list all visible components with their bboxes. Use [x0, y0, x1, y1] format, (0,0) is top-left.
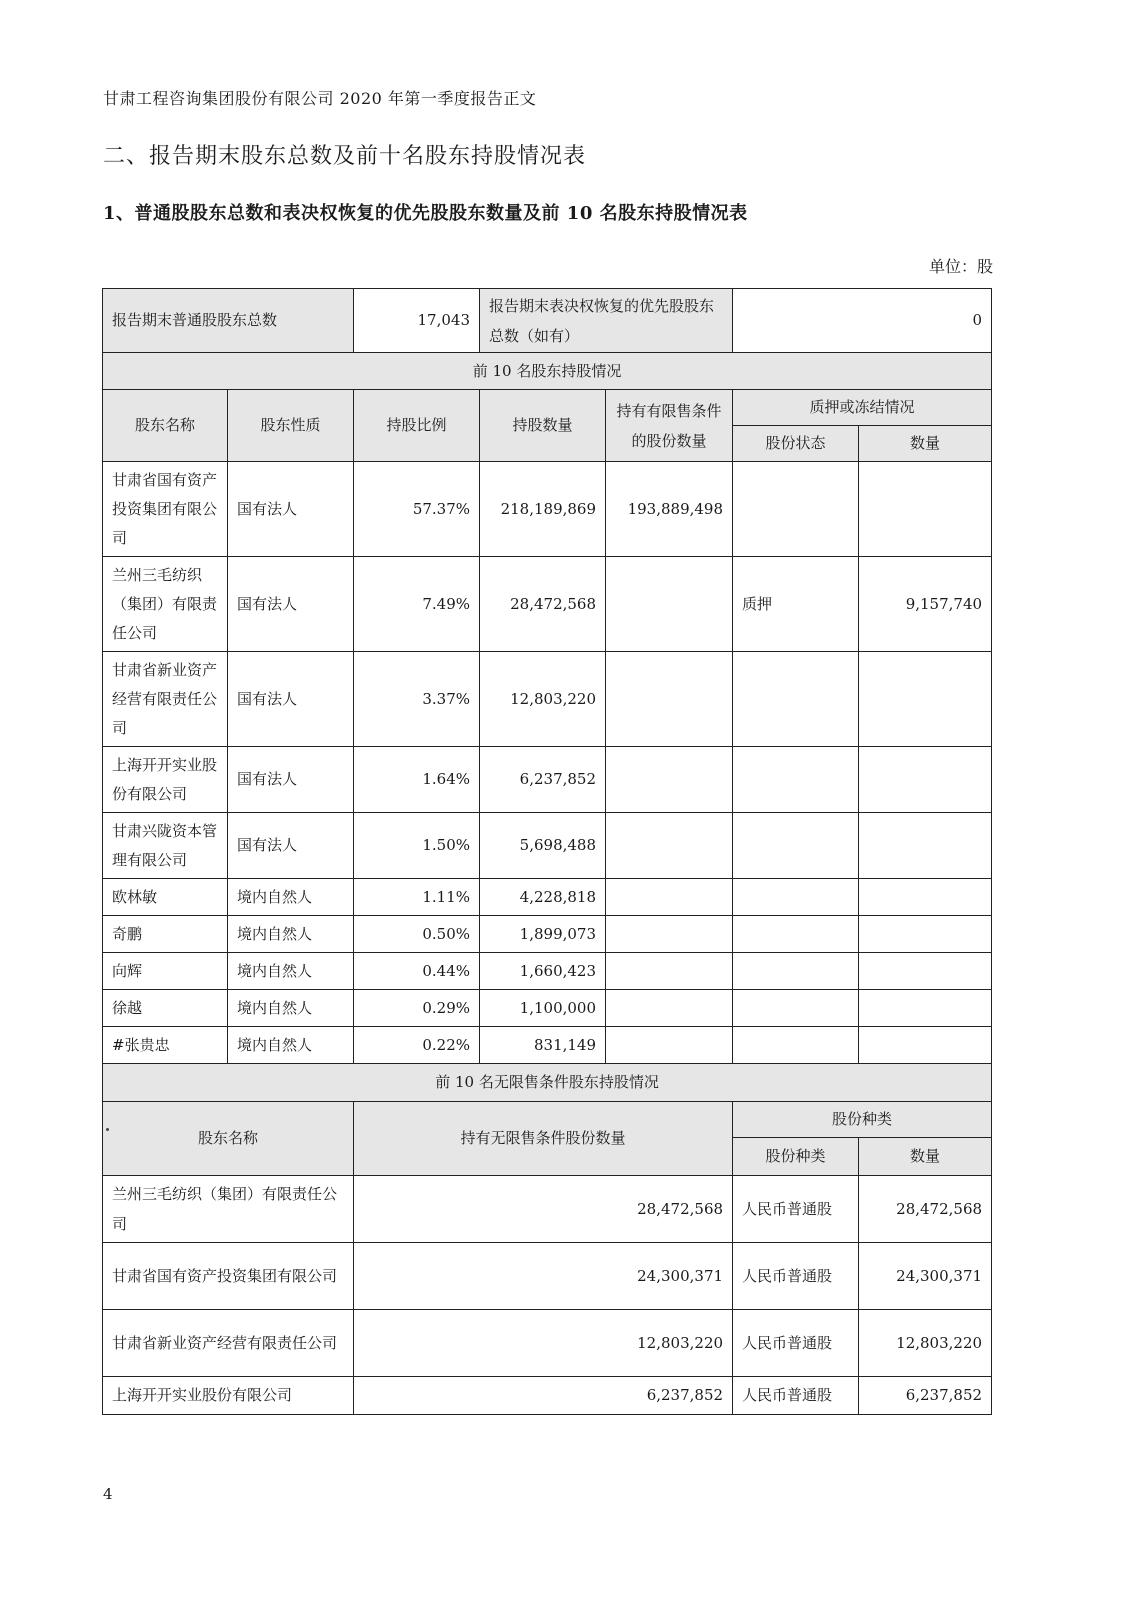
shareholder-table — [102, 288, 992, 1415]
unrestricted-name: 甘肃省国有资产投资集团有限公司 — [103, 1243, 354, 1310]
holder-amount — [859, 747, 992, 813]
table-row — [103, 1377, 992, 1415]
holder-name: 甘肃省新业资产经营有限责任公司 — [103, 652, 228, 747]
holder-restricted: 193,889,498 — [606, 462, 733, 557]
unrestricted-type: 人民币普通股 — [733, 1243, 859, 1310]
unrestricted-amount: 12,803,220 — [859, 1310, 992, 1377]
unrestricted-quantity: 6,237,852 — [354, 1377, 733, 1415]
holder-quantity: 4,228,818 — [480, 879, 606, 916]
holder-name: 兰州三毛纺织（集团）有限责任公司 — [103, 557, 228, 652]
holder-nature: 境内自然人 — [228, 1027, 354, 1064]
holder-nature: 国有法人 — [228, 652, 354, 747]
scan-dot — [106, 1128, 109, 1131]
holder-ratio: 0.44% — [354, 953, 480, 990]
header-nature: 股东性质 — [228, 390, 354, 462]
unrestricted-quantity: 24,300,371 — [354, 1243, 733, 1310]
holder-ratio: 57.37% — [354, 462, 480, 557]
holder-restricted — [606, 879, 733, 916]
unrestricted-title: 前 10 名无限售条件股东持股情况 — [103, 1064, 992, 1102]
holder-quantity: 218,189,869 — [480, 462, 606, 557]
unrestricted-header-name: 股东名称 — [103, 1102, 354, 1176]
holder-nature: 境内自然人 — [228, 990, 354, 1027]
holder-ratio: 3.37% — [354, 652, 480, 747]
unrestricted-name: 甘肃省新业资产经营有限责任公司 — [103, 1310, 354, 1377]
holder-name: 徐越 — [103, 990, 228, 1027]
holder-quantity: 5,698,488 — [480, 813, 606, 879]
report-header: 甘肃工程咨询集团股份有限公司 2020 年第一季度报告正文 — [103, 89, 537, 108]
unit-label: 单位：股 — [928, 257, 993, 276]
holder-status — [733, 1027, 859, 1064]
holder-status — [733, 990, 859, 1027]
header-restricted: 持有有限售条件的股份数量 — [606, 390, 733, 462]
holder-ratio: 0.50% — [354, 916, 480, 953]
holder-amount — [859, 916, 992, 953]
holder-nature: 国有法人 — [228, 462, 354, 557]
unrestricted-amount: 6,237,852 — [859, 1377, 992, 1415]
holder-name: 甘肃省国有资产投资集团有限公司 — [103, 462, 228, 557]
holder-quantity: 1,660,423 — [480, 953, 606, 990]
table-row — [103, 1027, 992, 1064]
holder-name: 奇鹏 — [103, 916, 228, 953]
holder-amount — [859, 813, 992, 879]
holder-ratio: 7.49% — [354, 557, 480, 652]
holder-restricted — [606, 557, 733, 652]
holder-status — [733, 462, 859, 557]
header-ratio: 持股比例 — [354, 390, 480, 462]
holder-quantity: 1,100,000 — [480, 990, 606, 1027]
unrestricted-quantity: 12,803,220 — [354, 1310, 733, 1377]
holder-ratio: 1.50% — [354, 813, 480, 879]
header-pledge: 质押或冻结情况 — [733, 390, 992, 426]
unrestricted-amount: 28,472,568 — [859, 1176, 992, 1243]
table-row — [103, 953, 992, 990]
table-row — [103, 747, 992, 813]
holder-quantity: 28,472,568 — [480, 557, 606, 652]
table-row — [103, 652, 992, 747]
common-holders-label: 报告期末普通股股东总数 — [103, 289, 354, 353]
holder-amount: 9,157,740 — [859, 557, 992, 652]
unrestricted-quantity: 28,472,568 — [354, 1176, 733, 1243]
holder-restricted — [606, 990, 733, 1027]
holder-amount — [859, 953, 992, 990]
header-amount: 数量 — [859, 426, 992, 462]
table-row — [103, 990, 992, 1027]
holder-name: 欧林敏 — [103, 879, 228, 916]
unrestricted-header-share-type: 股份种类 — [733, 1138, 859, 1176]
holder-nature: 国有法人 — [228, 747, 354, 813]
holder-ratio: 0.22% — [354, 1027, 480, 1064]
table-row — [103, 462, 992, 557]
holder-amount — [859, 462, 992, 557]
holder-name: 向辉 — [103, 953, 228, 990]
page-number: 4 — [103, 1485, 113, 1503]
holder-status — [733, 652, 859, 747]
holder-name: 上海开开实业股份有限公司 — [103, 747, 228, 813]
holder-status: 质押 — [733, 557, 859, 652]
holder-restricted — [606, 953, 733, 990]
holder-amount — [859, 652, 992, 747]
holder-ratio: 0.29% — [354, 990, 480, 1027]
preferred-holders-label: 报告期末表决权恢复的优先股股东总数（如有） — [480, 289, 733, 353]
holder-status — [733, 879, 859, 916]
holder-restricted — [606, 916, 733, 953]
holder-status — [733, 747, 859, 813]
unrestricted-amount: 24,300,371 — [859, 1243, 992, 1310]
holder-nature: 境内自然人 — [228, 953, 354, 990]
table-row — [103, 813, 992, 879]
holder-restricted — [606, 1027, 733, 1064]
summary-row — [103, 289, 992, 353]
unrestricted-header-amount: 数量 — [859, 1138, 992, 1176]
holder-ratio: 1.11% — [354, 879, 480, 916]
holder-status — [733, 813, 859, 879]
holder-name: 甘肃兴陇资本管理有限公司 — [103, 813, 228, 879]
top10-title: 前 10 名股东持股情况 — [103, 353, 992, 390]
header-status: 股份状态 — [733, 426, 859, 462]
header-quantity: 持股数量 — [480, 390, 606, 462]
unrestricted-header-share-type-group: 股份种类 — [733, 1102, 992, 1138]
holder-amount — [859, 879, 992, 916]
holder-name: #张贵忠 — [103, 1027, 228, 1064]
unrestricted-header-quantity: 持有无限售条件股份数量 — [354, 1102, 733, 1176]
holder-quantity: 12,803,220 — [480, 652, 606, 747]
common-holders-value: 17,043 — [354, 289, 480, 353]
holder-nature: 国有法人 — [228, 813, 354, 879]
unrestricted-name: 兰州三毛纺织（集团）有限责任公司 — [103, 1176, 354, 1243]
holder-amount — [859, 990, 992, 1027]
holder-amount — [859, 1027, 992, 1064]
holder-restricted — [606, 652, 733, 747]
holder-nature: 境内自然人 — [228, 879, 354, 916]
unrestricted-type: 人民币普通股 — [733, 1176, 859, 1243]
holder-quantity: 6,237,852 — [480, 747, 606, 813]
holder-restricted — [606, 747, 733, 813]
unrestricted-type: 人民币普通股 — [733, 1310, 859, 1377]
table-row — [103, 1176, 992, 1243]
holder-status — [733, 916, 859, 953]
holder-ratio: 1.64% — [354, 747, 480, 813]
preferred-holders-value: 0 — [733, 289, 992, 353]
unrestricted-type: 人民币普通股 — [733, 1377, 859, 1415]
holder-quantity: 1,899,073 — [480, 916, 606, 953]
table-row — [103, 916, 992, 953]
subsection-title: 1、普通股股东总数和表决权恢复的优先股股东数量及前 10 名股东持股情况表 — [103, 203, 748, 224]
holder-restricted — [606, 813, 733, 879]
table-row — [103, 557, 992, 652]
section-title: 二、报告期末股东总数及前十名股东持股情况表 — [103, 144, 587, 169]
header-name: 股东名称 — [103, 390, 228, 462]
table-row — [103, 1310, 992, 1377]
holder-status — [733, 953, 859, 990]
holder-nature: 境内自然人 — [228, 916, 354, 953]
holder-quantity: 831,149 — [480, 1027, 606, 1064]
unrestricted-name: 上海开开实业股份有限公司 — [103, 1377, 354, 1415]
table-row — [103, 879, 992, 916]
holder-nature: 国有法人 — [228, 557, 354, 652]
table-row — [103, 1243, 992, 1310]
